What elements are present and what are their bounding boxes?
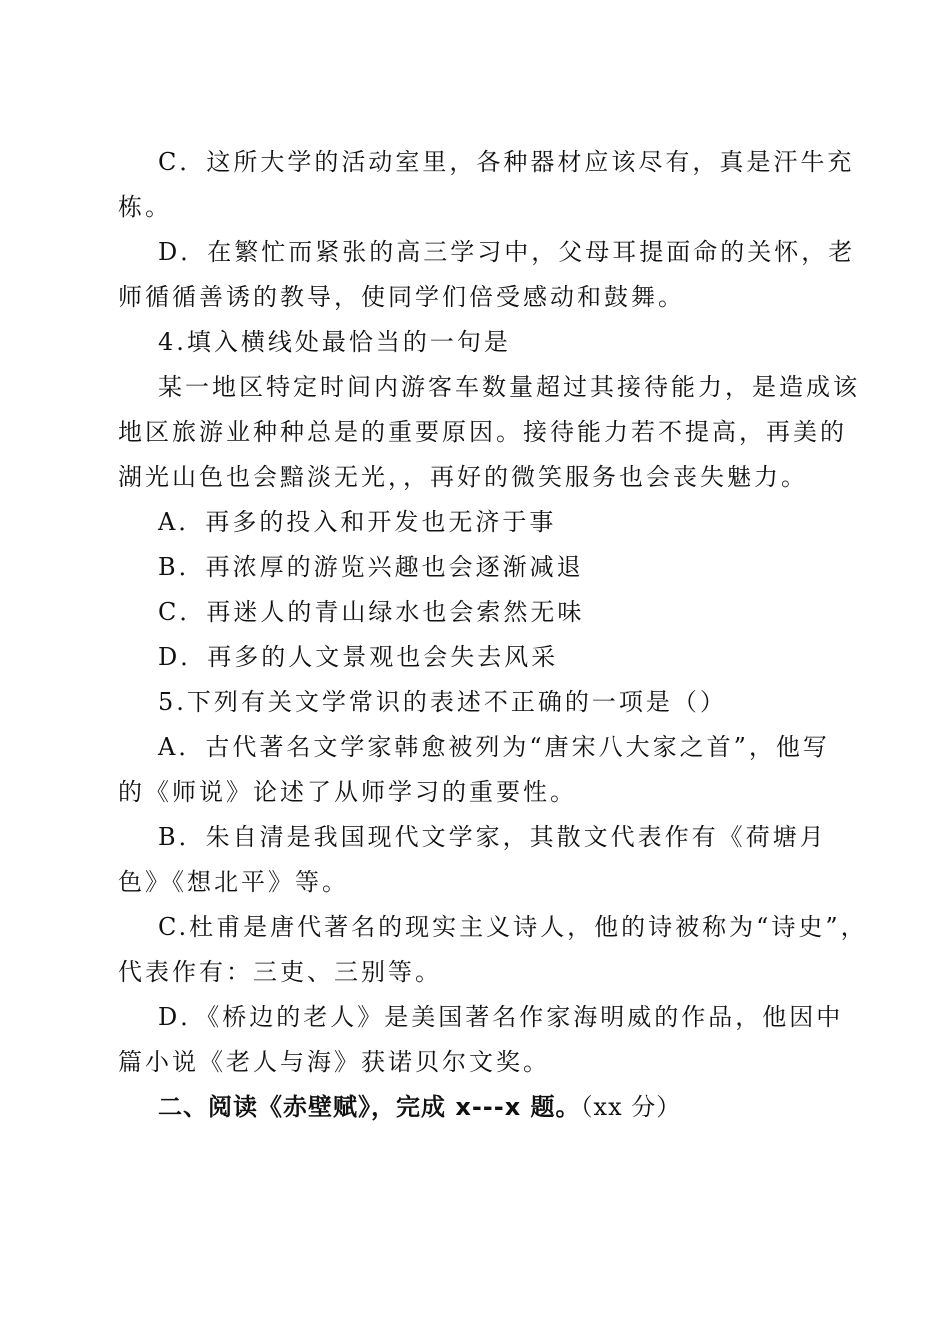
- q4-option-b: B．再浓厚的游览兴趣也会逐渐减退: [158, 553, 584, 581]
- q4-option-c: C．再迷人的青山绿水也会索然无味: [158, 598, 585, 626]
- q4-stem: 4.填入横线处最恰当的一句是: [158, 328, 511, 356]
- q3-option-d-line1: D．在繁忙而紧张的高三学习中，父母耳提面命的关怀，老: [158, 238, 856, 266]
- q4-passage-line1: 某一地区特定时间内游客车数量超过其接待能力，是造成该: [158, 373, 860, 401]
- q5-option-a-line1: A．古代著名文学家韩愈被列为“唐宋八大家之首”，他写: [158, 733, 830, 761]
- q5-option-b-line2: 色》《想北平》等。: [118, 868, 349, 896]
- q3-option-d-line2: 师循循善诱的教导，使同学们倍受感动和鼓舞。: [118, 283, 685, 311]
- q5-option-c-line1: C.杜甫是唐代著名的现实主义诗人，他的诗被称为“诗史”，: [158, 913, 868, 941]
- q5-option-b-line1: B．朱自清是我国现代文学家，其散文代表作有《荷塘月: [158, 823, 827, 851]
- q5-option-c-line2: 代表作有：三吏、三别等。: [118, 958, 442, 986]
- q3-option-c-line2: 栋。: [118, 193, 172, 221]
- q4-passage-line2: 地区旅游业种种总是的重要原因。接待能力若不提高，再美的: [118, 418, 847, 446]
- q4-option-a: A．再多的投入和开发也无济于事: [158, 508, 557, 536]
- section-2-heading: [158, 1092, 681, 1122]
- q5-stem: 5.下列有关文学常识的表述不正确的一项是（）: [158, 688, 727, 716]
- section-2-heading-text: 二、阅读《赤壁赋》，完成 x---x 题。: [158, 1093, 581, 1121]
- q5-option-d-line1: D．《桥边的老人》是美国著名作家海明威的作品，他因中: [158, 1003, 844, 1031]
- section-2-score: （xx 分）: [580, 1093, 682, 1121]
- q5-option-a-line2: 的《师说》论述了从师学习的重要性。: [118, 778, 577, 806]
- q5-option-d-line2: 篇小说《老人与海》获诺贝尔文奖。: [118, 1048, 550, 1076]
- q4-option-d: D．再多的人文景观也会失去风采: [158, 643, 559, 671]
- q3-option-c-line1: C．这所大学的活动室里，各种器材应该尽有，真是汗牛充: [158, 148, 855, 176]
- q4-passage-line3: 湖光山色也会黯淡无光，，再好的微笑服务也会丧失魅力。: [118, 463, 808, 491]
